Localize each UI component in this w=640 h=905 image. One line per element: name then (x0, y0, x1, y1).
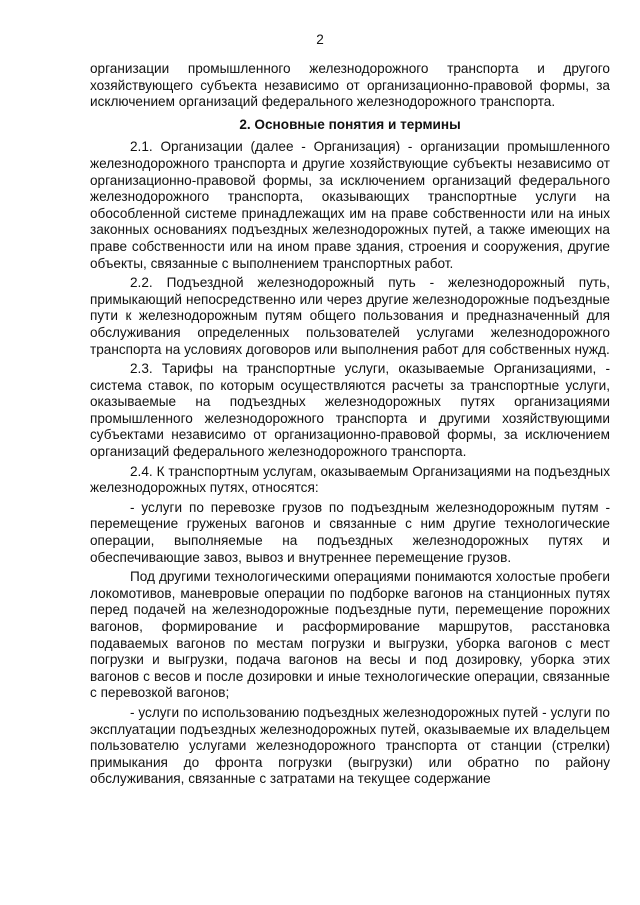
bullet-track-usage: - услуги по использованию подъездных железнодорожных путей - услуги по эксплуатации подъездных железнодорожных путей, оказываемые их владельцем пользователю услугами железнодорожного транспорта от станции (стрелки) примыкания до фронта погрузки (выгрузки) или обратно по району обслуживания, связанные с затратами на текущее содержание (90, 704, 610, 787)
paragraph-2-1: 2.1. Организации (далее - Организация) - организации промышленного железнодорожного транспорта и другие хозяйствующие субъекты независимо от организационно-правовой формы, за исключением организаций федерального железнодорожного транспорта, оказывающих транспортные услуги на обособленной системе принадлежащих им на праве собственности или на иных законных основаниях подъездных железнодорожных путей, а также имеющих на праве собственности или на ином праве здания, строения и сооружения, другие объекты, связанные с выполнением транспортных работ. (90, 139, 610, 271)
paragraph-technological-operations: Под другими технологическими операциями понимаются холостые пробеги локомотивов, маневровые операции по подборке вагонов на станционных путях перед подачей на железнодорожные подъездные пути, перемещение порожних вагонов, формирование и расформирование маршрутов, расстановка подаваемых вагонов по местам погрузки и выгрузки, уборка вагонов с мест погрузки и выгрузки, подача вагонов на весы и под дозировку, уборка этих вагонов с весов и после дозировки и иные технологические операции, связанные с перевозкой вагонов; (90, 569, 610, 701)
paragraph-2-4: 2.4. К транспортным услугам, оказываемым Организациями на подъездных железнодорожных путях, относятся: (90, 463, 610, 496)
section-title: 2. Основные понятия и термины (239, 116, 461, 132)
page-number: 2 (316, 32, 324, 47)
bullet-cargo-transport: - услуги по перевозке грузов по подъездным железнодорожным путям - перемещение груженых вагонов и связанные с ним другие технологические операции, выполняемые на подъездных железнодорожных путях и обеспечивающие завоз, вывоз и внутреннее перемещение грузов. (90, 499, 610, 565)
paragraph-2-3: 2.3. Тарифы на транспортные услуги, оказываемые Организациями, - система ставок, по которым осуществляются расчеты за транспортные услуги, оказываемые на подъездных железнодорожных путях организациями промышленного железнодорожного транспорта и другими хозяйствующими субъектами независимо от организационно-правовой формы, за исключением организаций федерального железнодорожного транспорта. (90, 361, 610, 460)
document-body (90, 61, 610, 788)
intro-paragraph: организации промышленного железнодорожного транспорта и другого хозяйствующего субъекта независимо от организационно-правовой формы, за исключением организаций федерального железнодорожного транспорта. (90, 61, 610, 110)
paragraph-2-2: 2.2. Подъездной железнодорожный путь - железнодорожный путь, примыкающий непосредственно или через другие железнодорожные подъездные пути к железнодорожным путям общего пользования и предназначенный для обслуживания определенных пользователей услугами железнодорожного транспорта на условиях договоров или выполнения работ для собственных нужд. (90, 275, 610, 357)
